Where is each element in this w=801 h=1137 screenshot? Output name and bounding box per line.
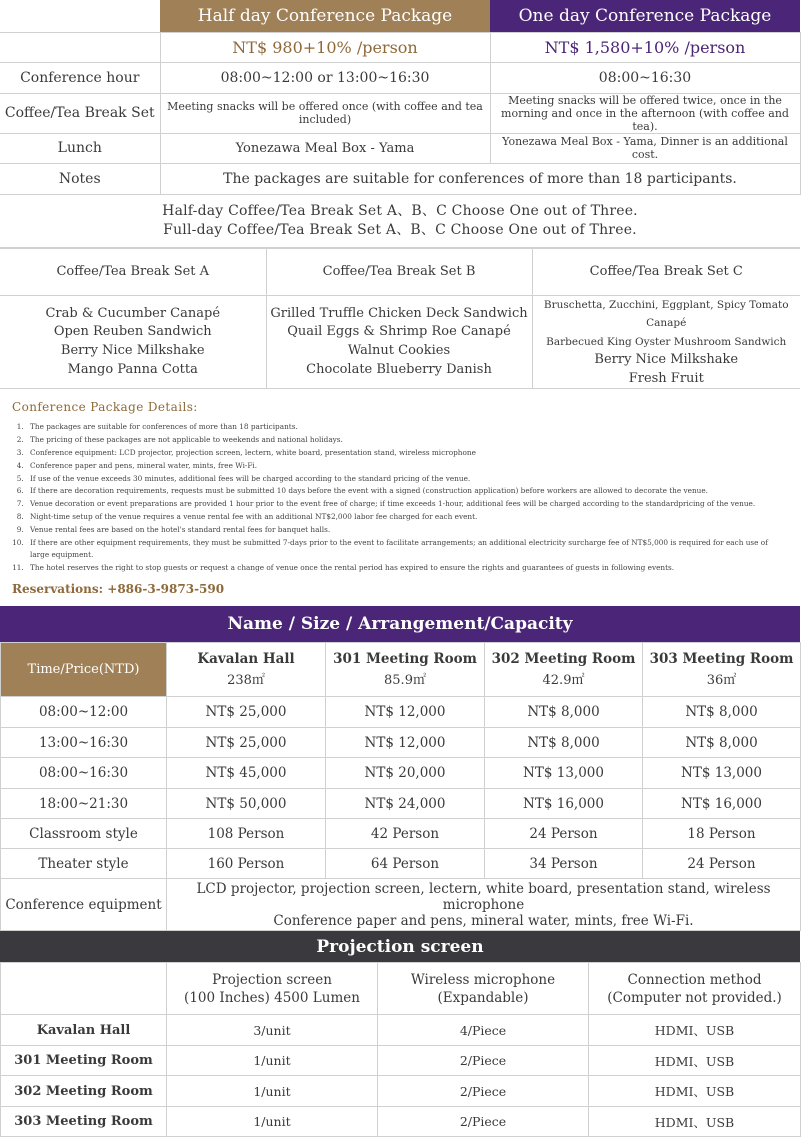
header-line: Wireless microphone	[410, 971, 556, 988]
room-name: 303 Meeting Room	[649, 651, 794, 668]
list-item: Mango Panna Cotta	[67, 361, 198, 377]
list-item: Bruschetta, Zucchini, Eggplant, Spicy Tomato Canapé	[543, 298, 789, 330]
half-conference-hour: 08:00~12:00 or 13:00~16:30	[160, 62, 490, 93]
row-label: Conference hour	[0, 62, 160, 93]
half-day-price: NT$ 980+10% /person	[160, 32, 490, 62]
table-cell: NT$ 24,000	[326, 788, 485, 819]
list-item: Grilled Truffle Chicken Deck Sandwich	[270, 305, 528, 321]
notes-label: Notes	[0, 163, 160, 194]
room-name: 302 Meeting Room	[1, 1076, 167, 1107]
list-item: Walnut Cookies	[347, 342, 451, 358]
table-cell: NT$ 8,000	[643, 697, 801, 728]
table-cell: HDMI、USB	[589, 1076, 801, 1107]
table-cell: NT$ 50,000	[167, 788, 326, 819]
column-header	[167, 963, 378, 1015]
table-row	[1, 727, 801, 758]
package-table	[0, 0, 801, 195]
equipment-line: Conference paper and pens, mineral water, mints, free Wi-Fi.	[273, 912, 694, 929]
table-cell: NT$ 12,000	[326, 697, 485, 728]
table-cell: HDMI、USB	[589, 1045, 801, 1076]
room-name: 303 Meeting Room	[1, 1106, 167, 1137]
table-cell: NT$ 25,000	[167, 727, 326, 758]
half-break-set: Meeting snacks will be offered once (with coffee and tea included)	[160, 93, 490, 133]
table-cell: NT$ 13,000	[485, 758, 643, 789]
equipment-value	[167, 879, 801, 931]
column-header	[378, 963, 589, 1015]
list-item: 7. Venue decoration or event preparations are provided 1 hour prior to the event free of charge; if time exceeds 1-hour, additional fees will be charged according to the standardpricing of the venue.	[26, 498, 788, 511]
set-b-items	[266, 295, 532, 389]
table-cell: NT$ 12,000	[326, 727, 485, 758]
set-b-title: Coffee/Tea Break Set B	[266, 248, 532, 295]
price-label-cell	[0, 32, 160, 62]
half-lunch: Yonezawa Meal Box - Yama	[160, 133, 490, 163]
header-line: (100 Inches) 4500 Lumen	[184, 989, 360, 1006]
room-header	[326, 643, 485, 697]
table-cell: 24 Person	[643, 849, 801, 879]
full-conference-hour: 08:00~16:30	[490, 62, 800, 93]
list-item: 9. Venue rental fees are based on the hotel's standard rental fees for banquet halls.	[26, 524, 788, 537]
list-item: 8. Night-time setup of the venue requires a venue rental fee with an additional NT$2,000 labor fee charged for each event.	[26, 511, 788, 524]
room-name: 302 Meeting Room	[491, 651, 636, 668]
room-size: 42.9㎡	[542, 673, 585, 689]
list-item: Barbecued King Oyster Mushroom Sandwich	[546, 335, 787, 348]
list-item: Berry Nice Milkshake	[594, 352, 739, 368]
table-cell: 34 Person	[485, 849, 643, 879]
room-header	[485, 643, 643, 697]
table-cell: NT$ 8,000	[485, 727, 643, 758]
table-row	[1, 849, 801, 879]
corner-cell	[1, 963, 167, 1015]
list-item: 2. The pricing of these packages are not applicable to weekends and national holidays.	[26, 434, 788, 447]
list-item: Chocolate Blueberry Danish	[306, 361, 492, 377]
room-header	[643, 643, 801, 697]
list-item: 5. If use of the venue exceeds 30 minutes, additional fees will be charged according to the standard pricing of the venue.	[26, 473, 788, 486]
table-cell: 1/unit	[167, 1045, 378, 1076]
header-line: (Computer not provided.)	[607, 989, 782, 1006]
choose-half-day: Half-day Coffee/Tea Break Set A、B、C Choose One out of Three.	[162, 202, 638, 219]
table-row	[1, 1045, 801, 1076]
table-cell: 42 Person	[326, 819, 485, 849]
table-cell: NT$ 16,000	[643, 788, 801, 819]
table-cell: 2/Piece	[378, 1106, 589, 1137]
projection-table	[0, 962, 801, 1137]
table-cell: 4/Piece	[378, 1015, 589, 1046]
header-line: Connection method	[627, 971, 762, 988]
list-item: Quail Eggs & Shrimp Roe Canapé	[287, 324, 511, 340]
package-details	[0, 389, 800, 606]
list-item: Fresh Fruit	[628, 370, 704, 386]
table-cell: NT$ 16,000	[485, 788, 643, 819]
row-label: Theater style	[1, 849, 167, 879]
details-list	[12, 421, 788, 575]
list-item: 11. The hotel reserves the right to stop guests or request a change of venue once the rental period has expired to ensure the rights and guarantees of guests in following events.	[26, 562, 788, 575]
table-cell: HDMI、USB	[589, 1015, 801, 1046]
row-label: Coffee/Tea Break Set	[0, 93, 160, 133]
table-cell: 1/unit	[167, 1076, 378, 1107]
list-item: Berry Nice Milkshake	[60, 342, 205, 358]
venue-section-title: Name / Size / Arrangement/Capacity	[0, 606, 800, 642]
row-label: 18:00~21:30	[1, 788, 167, 819]
equipment-line: LCD projector, projection screen, lectern, white board, presentation stand, wireless microphone	[196, 880, 771, 913]
list-item: 1. The packages are suitable for conferences of more than 18 participants.	[26, 421, 788, 434]
table-cell: NT$ 25,000	[167, 697, 326, 728]
table-cell: 1/unit	[167, 1106, 378, 1137]
table-row	[1, 697, 801, 728]
table-cell: 24 Person	[485, 819, 643, 849]
room-name: 301 Meeting Room	[333, 651, 477, 668]
row-label: 13:00~16:30	[1, 727, 167, 758]
table-cell: 108 Person	[167, 819, 326, 849]
row-label: 08:00~16:30	[1, 758, 167, 789]
table-cell: 18 Person	[643, 819, 801, 849]
table-cell: 160 Person	[167, 849, 326, 879]
table-cell: 3/unit	[167, 1015, 378, 1046]
full-day-price: NT$ 1,580+10% /person	[490, 32, 800, 62]
table-cell: NT$ 8,000	[485, 697, 643, 728]
table-cell: 2/Piece	[378, 1045, 589, 1076]
room-size: 36㎡	[706, 673, 737, 689]
projection-section-title: Projection screen	[0, 931, 800, 962]
equipment-label: Conference equipment	[1, 879, 167, 931]
room-name: Kavalan Hall	[1, 1015, 167, 1046]
list-item: 4. Conference paper and pens, mineral water, mints, free Wi-Fi.	[26, 460, 788, 473]
table-cell: NT$ 20,000	[326, 758, 485, 789]
reservations-phone: Reservations: +886-3-9873-590	[12, 582, 225, 597]
list-item: 3. Conference equipment: LCD projector, projection screen, lectern, white board, presentation stand, wireless microphone	[26, 447, 788, 460]
choose-one-note	[0, 195, 800, 248]
set-a-items	[0, 295, 266, 389]
table-row	[1, 879, 801, 931]
full-break-set: Meeting snacks will be offered twice, once in the morning and once in the afternoon (with coffee and tea).	[490, 93, 800, 133]
full-lunch: Yonezawa Meal Box - Yama, Dinner is an additional cost.	[490, 133, 800, 163]
header-line: Projection screen	[212, 971, 332, 988]
room-size: 238㎡	[227, 673, 265, 689]
table-row	[1, 1076, 801, 1107]
list-item: Open Reuben Sandwich	[53, 324, 212, 340]
table-cell: NT$ 13,000	[643, 758, 801, 789]
table-cell: 2/Piece	[378, 1076, 589, 1107]
table-row	[1, 758, 801, 789]
list-item: 6. If there are decoration requirements, requests must be submitted 10 days before the event with a signed (construction application) before workers are allowed to decorate the venue.	[26, 485, 788, 498]
table-cell: NT$ 45,000	[167, 758, 326, 789]
row-label: Classroom style	[1, 819, 167, 849]
row-label: Lunch	[0, 133, 160, 163]
room-name: 301 Meeting Room	[1, 1045, 167, 1076]
corner-cell	[0, 0, 160, 32]
full-day-title: One day Conference Package	[490, 0, 800, 32]
list-item: 10. If there are other equipment requirements, they must be submitted 7-days prior to the event to facilitate arrangements; an additional electricity surcharge fee of NT$5,000 is required for each use of large equipment.	[26, 537, 788, 563]
time-price-header: Time/Price(NTD)	[1, 643, 167, 697]
table-row	[1, 1015, 801, 1046]
table-row	[1, 1106, 801, 1137]
table-row	[1, 788, 801, 819]
room-size: 85.9㎡	[384, 673, 426, 689]
table-row	[1, 819, 801, 849]
table-cell: 64 Person	[326, 849, 485, 879]
table-cell: HDMI、USB	[589, 1106, 801, 1137]
notes-value: The packages are suitable for conferences of more than 18 participants.	[160, 163, 800, 194]
break-sets-table	[0, 248, 800, 390]
details-title: Conference Package Details:	[12, 400, 198, 415]
header-line: (Expandable)	[437, 989, 529, 1006]
row-label: 08:00~12:00	[1, 697, 167, 728]
room-name: Kavalan Hall	[197, 651, 295, 668]
set-a-title: Coffee/Tea Break Set A	[0, 248, 266, 295]
column-header	[589, 963, 801, 1015]
choose-full-day: Full-day Coffee/Tea Break Set A、B、C Choose One out of Three.	[163, 221, 637, 238]
set-c-title: Coffee/Tea Break Set C	[532, 248, 800, 295]
room-header	[167, 643, 326, 697]
half-day-title: Half day Conference Package	[160, 0, 490, 32]
list-item: Crab & Cucumber Canapé	[45, 305, 221, 321]
set-c-items	[532, 295, 800, 389]
table-cell: NT$ 8,000	[643, 727, 801, 758]
venue-pricing-table	[0, 642, 801, 931]
